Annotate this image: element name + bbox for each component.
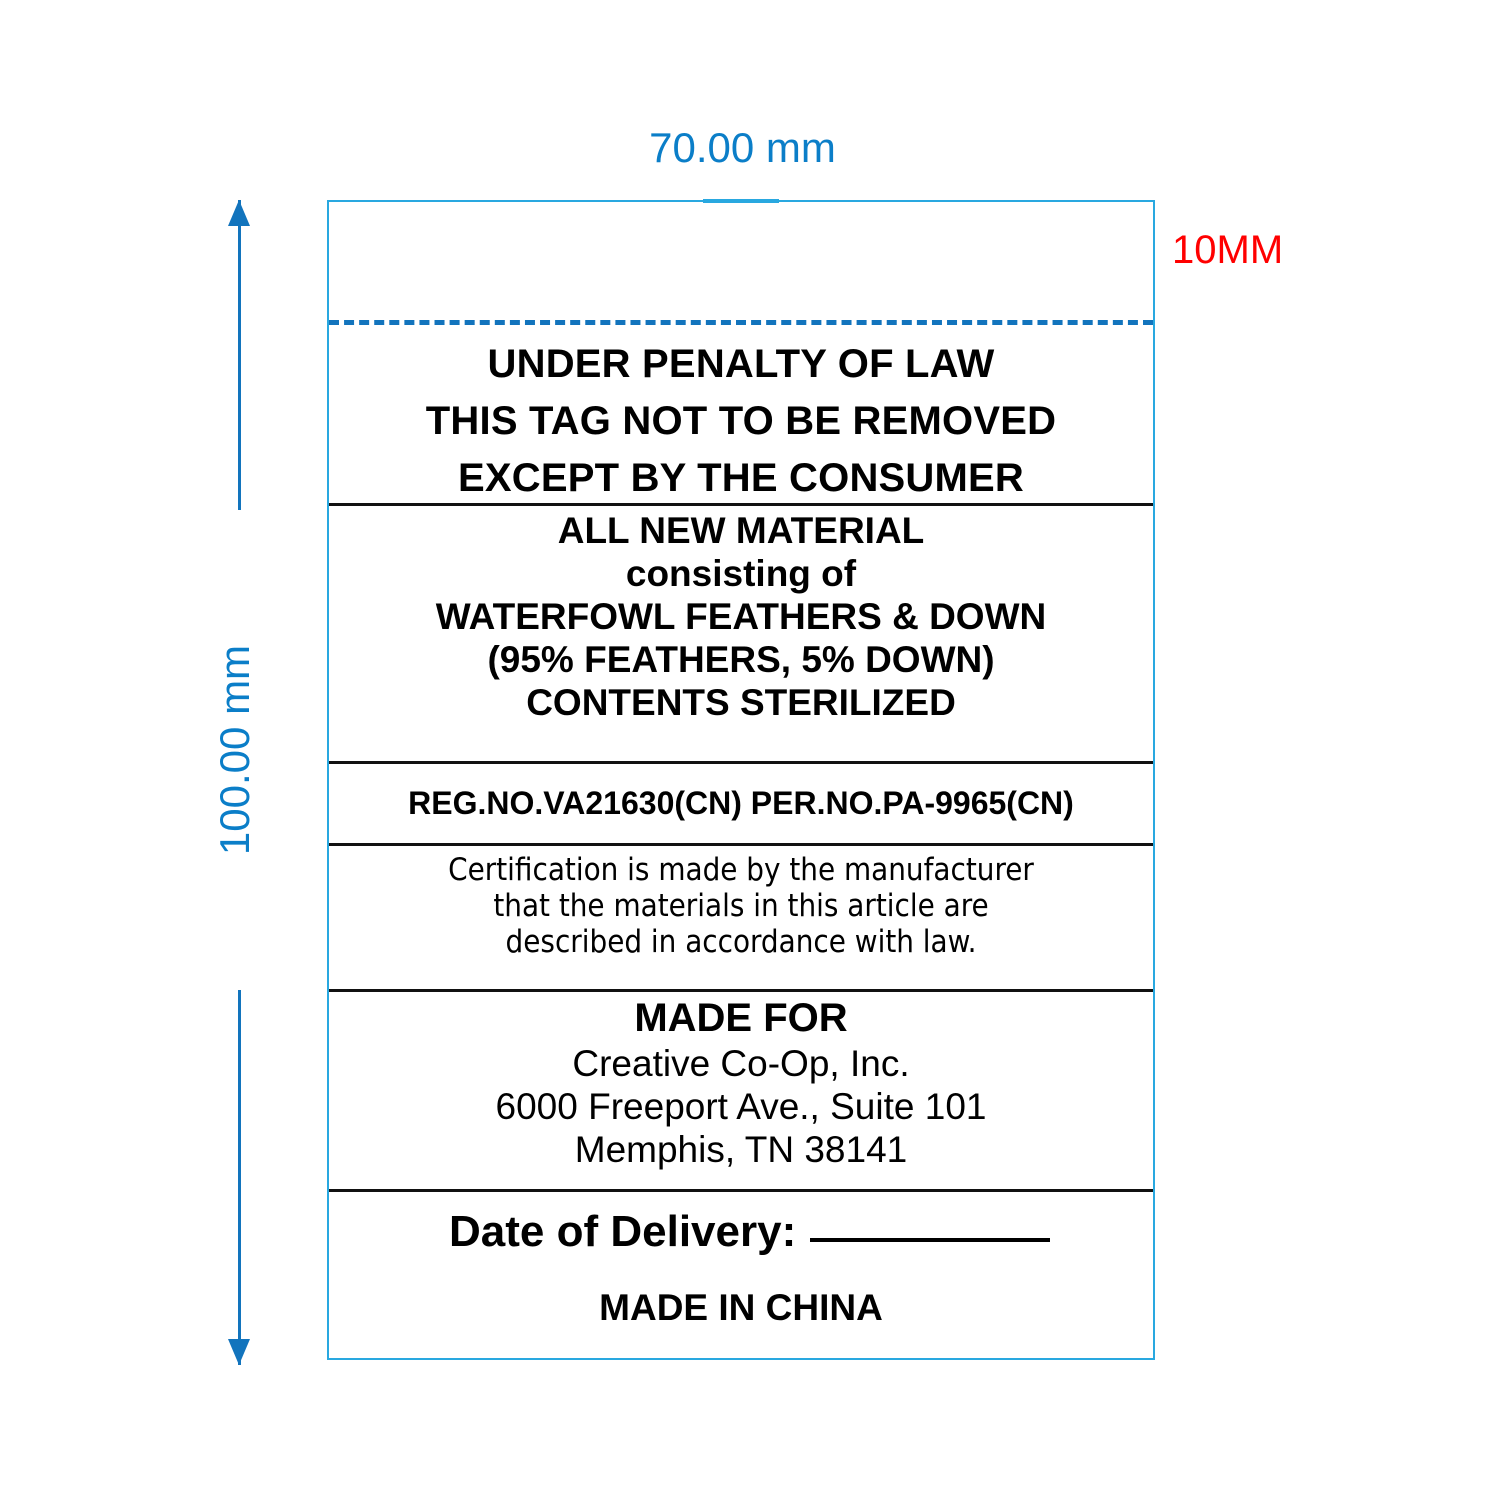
made-for-company: Creative Co-Op, Inc. [572, 1043, 910, 1084]
made-for-heading: MADE FOR [634, 996, 848, 1040]
material-line-2: consisting of [625, 553, 857, 594]
height-dimension-label [205, 510, 265, 990]
made-for-address-line-1: 6000 Freeport Ave., Suite 101 [495, 1086, 987, 1127]
height-dimension [210, 200, 290, 1365]
material-line-1: ALL NEW MATERIAL [557, 510, 925, 551]
tag-top-notch [703, 199, 779, 203]
country-of-origin: MADE IN CHINA [599, 1287, 883, 1328]
certification-line-1: Certification is made by the manufacturer [448, 852, 1034, 888]
certification-line-2: that the materials in this article are [493, 888, 989, 924]
width-dimension-label [330, 118, 1155, 178]
date-of-delivery-label: Date of Delivery: [449, 1207, 797, 1256]
top-margin-callout: 10MM [1172, 228, 1284, 272]
registration-numbers: REG.NO.VA21630(CN) PER.NO.PA-9965(CN) [408, 785, 1074, 821]
registration-block [329, 764, 1153, 846]
material-block [329, 506, 1153, 764]
width-dimension [330, 118, 1155, 180]
law-notice-line-2: THIS TAG NOT TO BE REMOVED [425, 399, 1057, 443]
width-dimension-value: 70.00 mm [625, 124, 860, 171]
made-for-block [329, 992, 1153, 1192]
height-dimension-value: 100.00 mm [211, 625, 258, 875]
material-line-5: CONTENTS STERILIZED [526, 682, 956, 723]
law-notice-block [329, 330, 1153, 506]
certification-block [329, 846, 1153, 992]
made-for-address-line-2: Memphis, TN 38141 [574, 1129, 908, 1170]
material-line-4: (95% FEATHERS, 5% DOWN) [487, 639, 995, 680]
height-arrow-top-icon [228, 200, 250, 226]
law-notice-line-3: EXCEPT BY THE CONSUMER [458, 456, 1024, 500]
delivery-and-origin-block [329, 1192, 1153, 1360]
perforation-line [329, 320, 1153, 325]
material-line-3: WATERFOWL FEATHERS & DOWN [435, 596, 1047, 637]
law-notice-line-1: UNDER PENALTY OF LAW [487, 342, 995, 386]
certification-line-3: described in accordance with law. [505, 924, 977, 960]
height-arrow-bottom-icon [228, 1339, 250, 1365]
law-tag-artwork [327, 200, 1155, 1360]
date-of-delivery-row [329, 1192, 1153, 1272]
date-of-delivery-field[interactable] [810, 1238, 1050, 1242]
